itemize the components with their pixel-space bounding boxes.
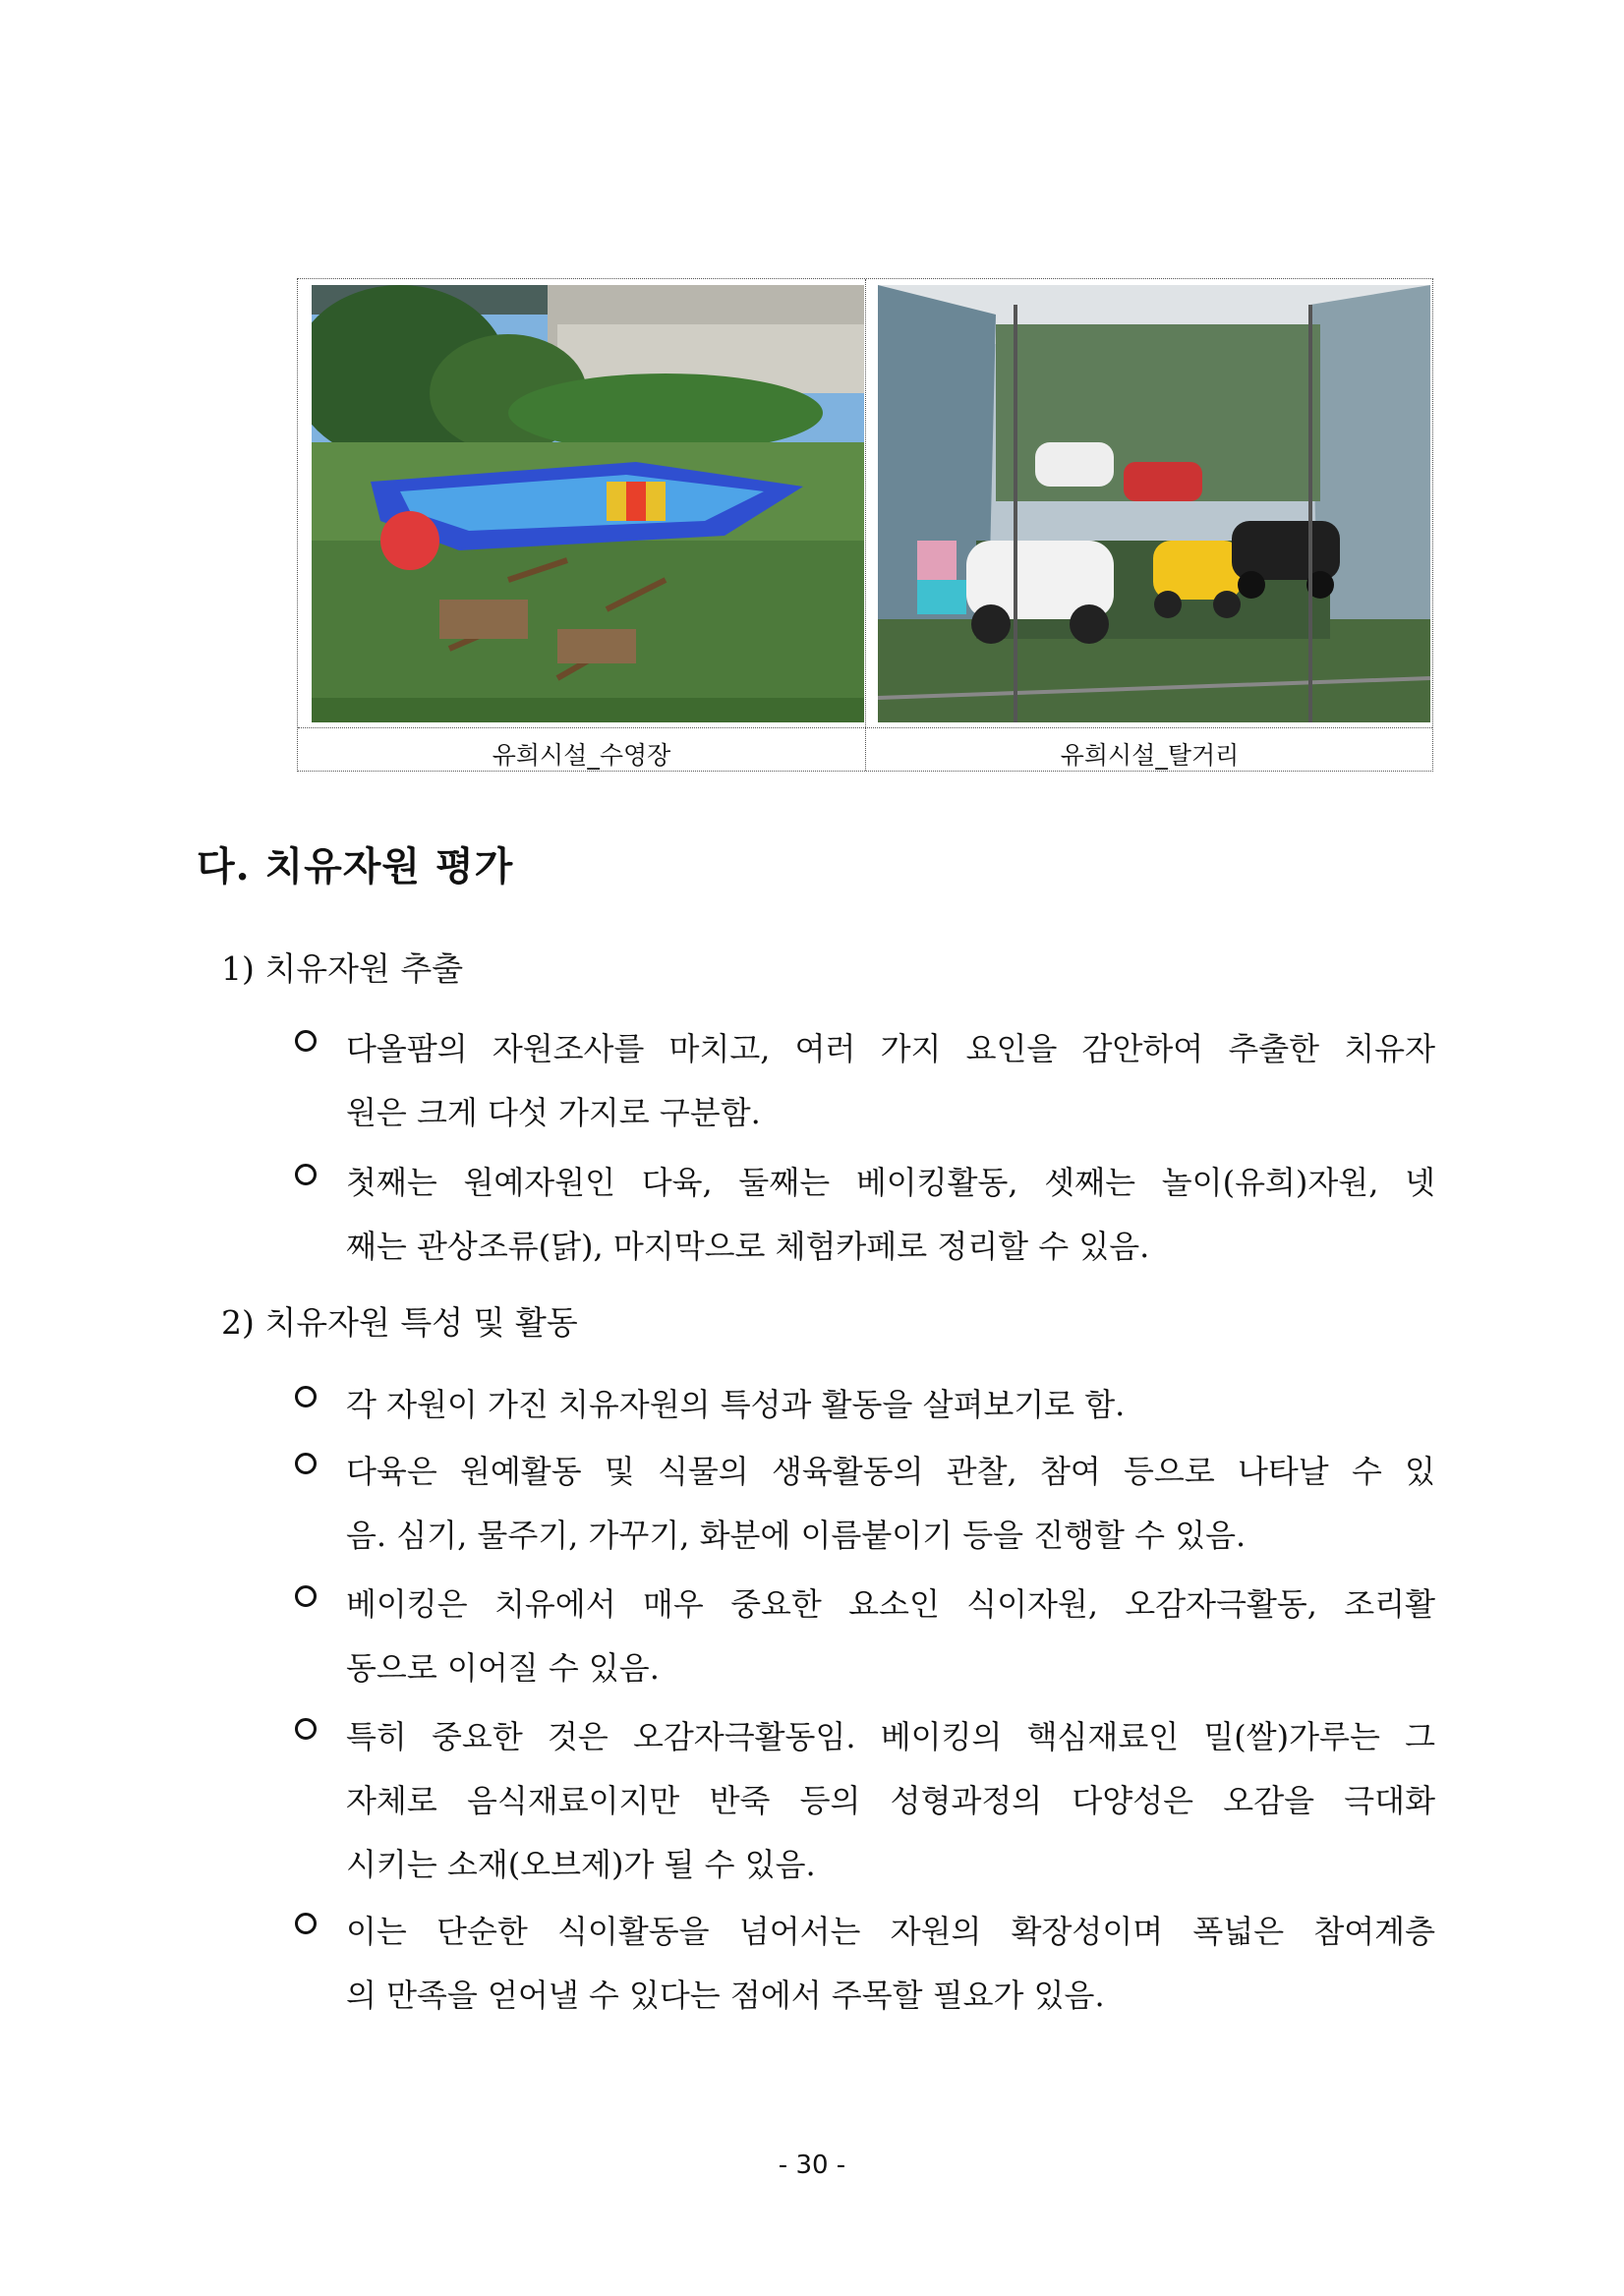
bullet-text-line: 각 자원이 가진 치유자원의 특성과 활동을 살펴보기로 함.	[346, 1386, 1126, 1423]
caption-row	[298, 727, 1432, 772]
circle-bullet-icon	[295, 1585, 317, 1607]
cell-divider	[865, 279, 866, 771]
circle-bullet-icon	[295, 1913, 317, 1934]
circle-bullet-icon	[295, 1030, 317, 1052]
bullet-text-line: 다육은 원예활동 및 식물의 생육활동의 관찰, 참여 등으로 나타날 수 있	[346, 1453, 1435, 1490]
bullet-text-line: 동으로 이어질 수 있음.	[346, 1649, 660, 1687]
circle-bullet-icon	[295, 1386, 317, 1407]
photo-inflatable-pool	[312, 285, 864, 722]
section-heading: 다. 치유자원 평가	[197, 843, 514, 890]
bullet-text-line: 시키는 소재(오브제)가 될 수 있음.	[346, 1846, 816, 1883]
bullet-text-line: 다올팜의 자원조사를 마치고, 여러 가지 요인을 감안하여 추출한 치유자	[346, 1030, 1435, 1067]
bullet-text-line: 째는 관상조류(닭), 마지막으로 체험카페로 정리할 수 있음.	[346, 1228, 1150, 1265]
bullet-text-line: 특히 중요한 것은 오감자극활동임. 베이킹의 핵심재료인 밀(쌀)가루는 그	[346, 1718, 1435, 1755]
subsection-title: 2) 치유자원 특성 및 활동	[221, 1303, 578, 1342]
circle-bullet-icon	[295, 1453, 317, 1474]
bullet-text-line: 자체로 음식재료이지만 반죽 등의 성형과정의 다양성은 오감을 극대화	[346, 1782, 1435, 1819]
photo-caption: 유희시설_탈거리	[1060, 741, 1240, 770]
bullet-text-line: 음. 심기, 물주기, 가꾸기, 화분에 이름붙이기 등을 진행할 수 있음.	[346, 1517, 1247, 1554]
bullet-text-line: 이는 단순한 식이활동을 넘어서는 자원의 확장성이며 폭넓은 참여계층	[346, 1913, 1435, 1950]
photo-caption: 유희시설_수영장	[492, 741, 671, 770]
photo-table	[297, 278, 1433, 772]
bullet-text-line: 베이킹은 치유에서 매우 중요한 요소인 식이자원, 오감자극활동, 조리활	[346, 1585, 1435, 1623]
page-number: - 30 -	[778, 2151, 846, 2180]
photo-ride-on-cars	[878, 285, 1430, 722]
circle-bullet-icon	[295, 1164, 317, 1185]
bullet-text-line: 의 만족을 얻어낼 수 있다는 점에서 주목할 필요가 있음.	[346, 1977, 1105, 2014]
subsection-title: 1) 치유자원 추출	[221, 949, 464, 988]
ride-on-cars-scene-image	[878, 285, 1430, 722]
circle-bullet-icon	[295, 1718, 317, 1740]
pool-scene-image	[312, 285, 864, 722]
bullet-text-line: 첫째는 원예자원인 다육, 둘째는 베이킹활동, 셋째는 놀이(유희)자원, 넷	[346, 1164, 1435, 1201]
bullet-text-line: 원은 크게 다섯 가지로 구분함.	[346, 1094, 761, 1131]
